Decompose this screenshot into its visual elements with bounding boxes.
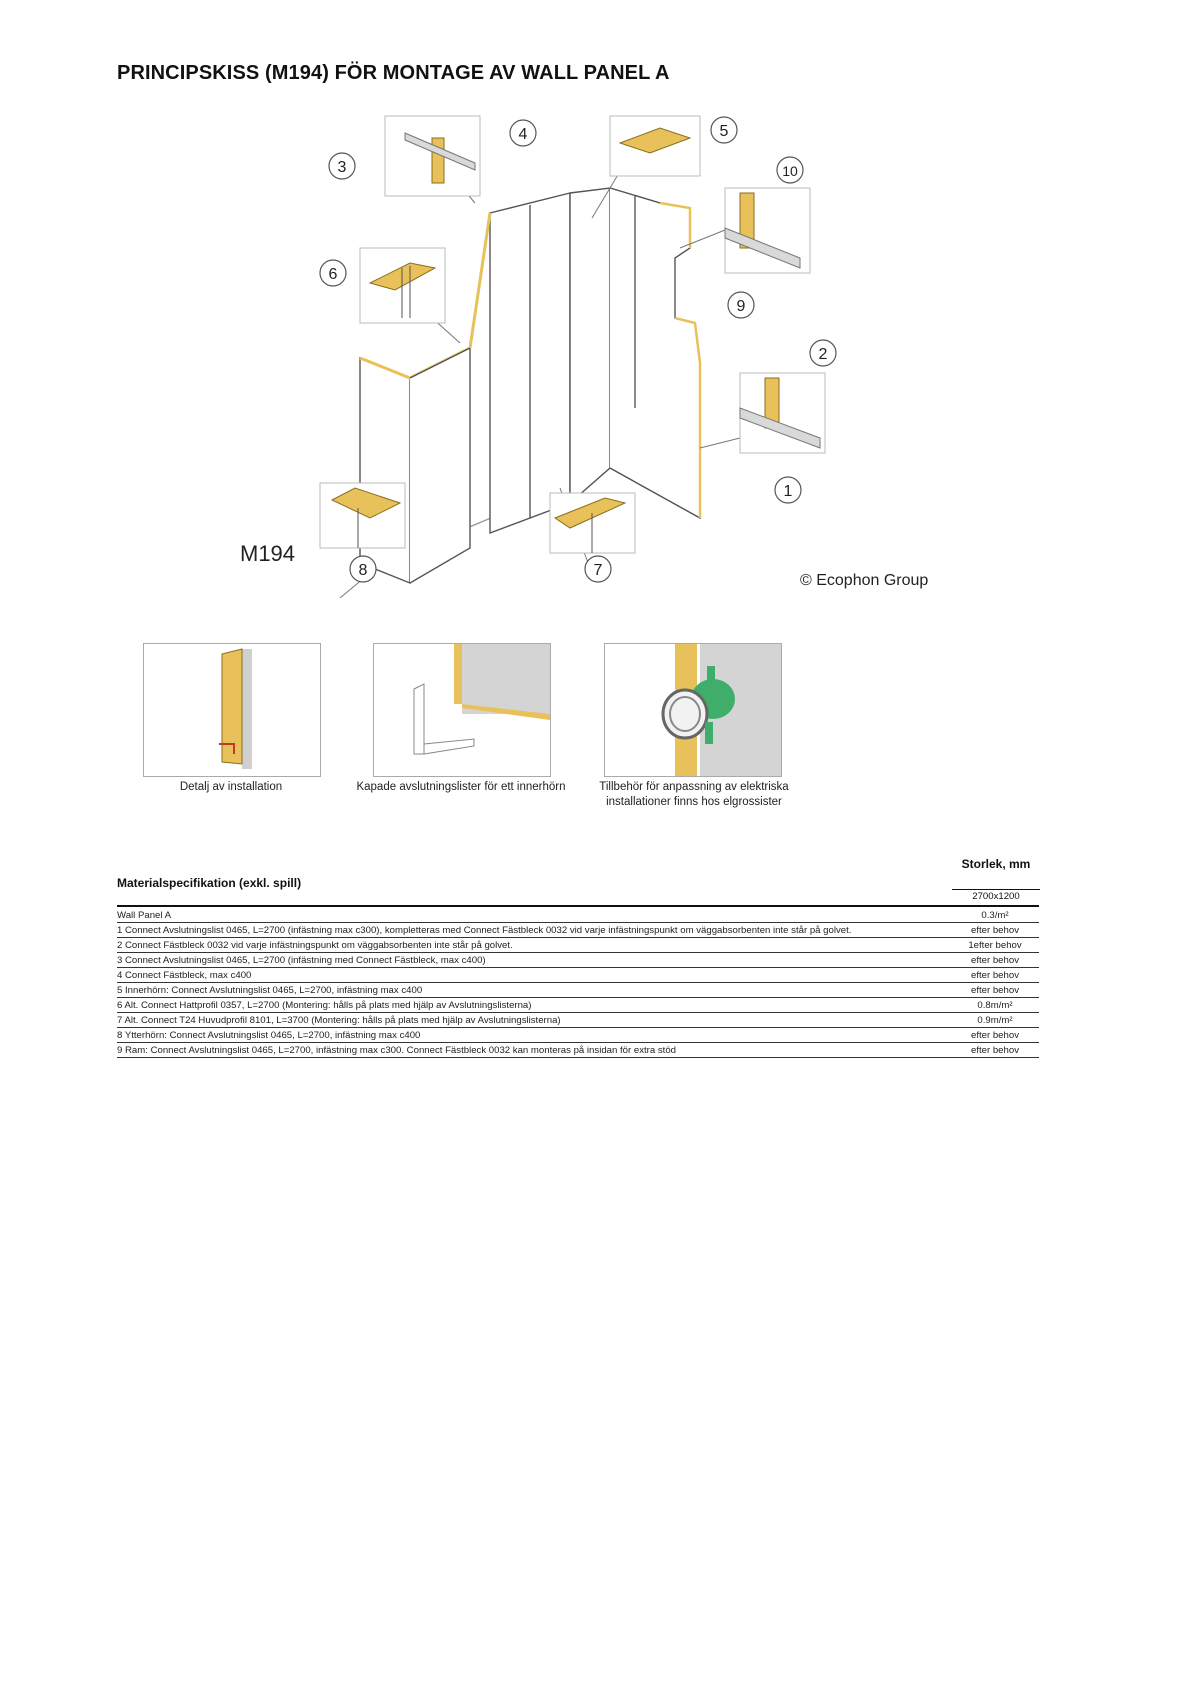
inset-7 — [550, 493, 635, 553]
spec-heading: Materialspecifikation (exkl. spill) — [117, 876, 302, 890]
row-value: 1efter behov — [951, 938, 1039, 953]
detail-inner-corner — [373, 643, 551, 777]
detail-caption-2: Kapade avslutningslister för ett innerhörn — [356, 781, 566, 793]
callout-7-label: 7 — [593, 562, 603, 579]
row-text: Wall Panel A — [117, 908, 951, 923]
row-value: 0.8m/m² — [951, 998, 1039, 1013]
row-text: 8 Ytterhörn: Connect Avslutningslist 0465, L=2700, infästning max c400 — [117, 1028, 951, 1043]
table-row — [117, 1043, 1039, 1058]
detail-electrical — [604, 643, 782, 777]
callout-2-label: 2 — [818, 346, 828, 363]
row-value: efter behov — [951, 953, 1039, 968]
row-value: 0.3/m² — [951, 908, 1039, 923]
table-row — [117, 968, 1039, 983]
row-text: 1 Connect Avslutningslist 0465, L=2700 (infästning max c300), kompletteras med Connect Fästbleck 0032 vid varje infästningspunkt om väggabsorbenten inte står på golvet. — [117, 923, 951, 938]
inset-6 — [360, 248, 445, 323]
size-heading-rule — [952, 889, 1040, 890]
row-text: 4 Connect Fästbleck, max c400 — [117, 968, 951, 983]
row-value: efter behov — [951, 1028, 1039, 1043]
row-text: 9 Ram: Connect Avslutningslist 0465, L=2700, infästning max c300. Connect Fästbleck 0032 kan monteras på insidan för extra stöd — [117, 1043, 951, 1058]
table-row — [117, 923, 1039, 938]
figure-label: M194 — [240, 541, 296, 566]
assembly-diagram — [220, 108, 980, 598]
row-text: 7 Alt. Connect T24 Huvudprofil 8101, L=3700 (Montering: hålls på plats med hjälp av Avslutningslisterna) — [117, 1013, 951, 1028]
inset-9-10 — [725, 188, 810, 273]
page-title: PRINCIPSKISS (M194) FÖR MONTAGE AV WALL PANEL A — [117, 62, 670, 84]
row-text: 6 Alt. Connect Hattprofil 0357, L=2700 (Montering: hålls på plats med hjälp av Avslutningslisterna) — [117, 998, 951, 1013]
detail-caption-3: Tillbehör för anpassning av elektriska installationer finns hos elgrossister — [599, 781, 789, 808]
row-value: efter behov — [951, 968, 1039, 983]
inset-1-2 — [740, 373, 825, 453]
row-value: efter behov — [951, 923, 1039, 938]
row-value: 0.9m/m² — [951, 1013, 1039, 1028]
row-text: 2 Connect Fästbleck 0032 vid varje infästningspunkt om väggabsorbenten inte står på golvet. — [117, 938, 951, 953]
callout-3-label: 3 — [337, 159, 347, 176]
copyright: © Ecophon Group — [800, 572, 929, 589]
inset-5 — [610, 116, 700, 176]
table-row — [117, 1028, 1039, 1043]
callout-8-label: 8 — [358, 562, 368, 579]
callout-1-label: 1 — [783, 483, 793, 500]
table-row — [117, 908, 1039, 923]
inset-8 — [320, 483, 405, 548]
callout-5-label: 5 — [719, 123, 729, 140]
callout-10-label: 10 — [782, 163, 798, 179]
table-header-rule — [117, 905, 1039, 907]
size-heading: Storlek, mm — [961, 857, 1031, 871]
detail-caption-1: Detalj av installation — [179, 781, 283, 793]
size-subheading: 2700x1200 — [972, 891, 1020, 902]
row-text: 3 Connect Avslutningslist 0465, L=2700 (infästning med Connect Fästbleck, max c400) — [117, 953, 951, 968]
inset-3-4 — [385, 116, 480, 196]
callout-9-label: 9 — [736, 298, 746, 315]
row-value: efter behov — [951, 1043, 1039, 1058]
table-row — [117, 983, 1039, 998]
spec-table — [117, 908, 1039, 1058]
detail-installation — [143, 643, 321, 777]
row-text: 5 Innerhörn: Connect Avslutningslist 0465, L=2700, infästning max c400 — [117, 983, 951, 998]
table-row — [117, 998, 1039, 1013]
callout-4-label: 4 — [518, 126, 528, 143]
row-value: efter behov — [951, 983, 1039, 998]
table-row — [117, 938, 1039, 953]
table-row — [117, 1013, 1039, 1028]
callout-6-label: 6 — [328, 266, 338, 283]
table-row — [117, 953, 1039, 968]
